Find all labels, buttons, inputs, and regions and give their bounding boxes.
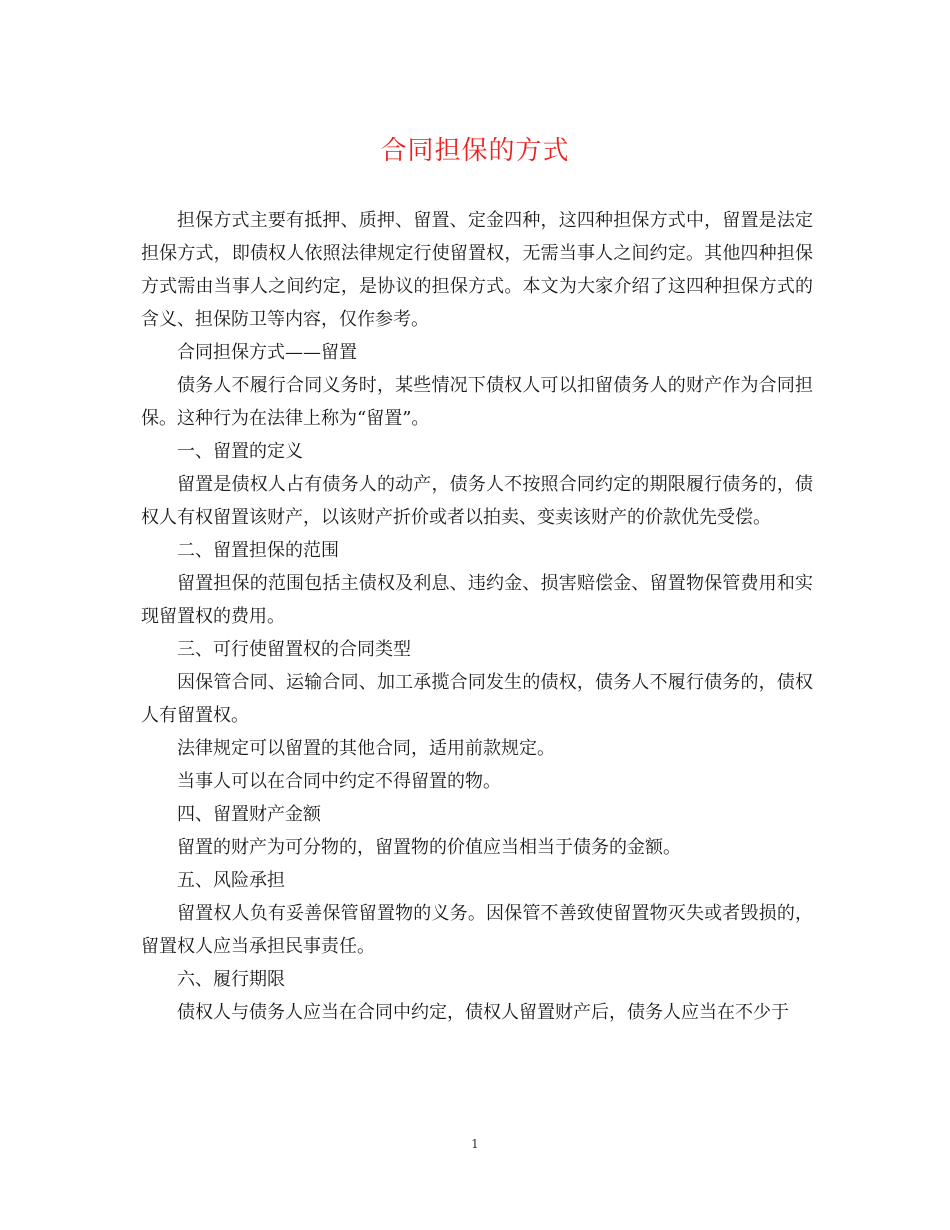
paragraph: 债权人与债务人应当在合同中约定，债权人留置财产后，债务人应当在不少于 bbox=[177, 1002, 789, 1023]
section-heading: 四、留置财产金额 bbox=[177, 804, 321, 825]
document-body bbox=[141, 204, 813, 1029]
section-heading-lien: 合同担保方式——留置 bbox=[177, 342, 357, 363]
paragraph: 留置的财产为可分物的，留置物的价值应当相当于债务的金额。 bbox=[177, 837, 681, 858]
paragraph: 法律规定可以留置的其他合同，适用前款规定。 bbox=[177, 738, 555, 759]
paragraph: 债务人不履行合同义务时，某些情况下债权人可以扣留债务人的财产作为合同担保。这种行为在法律上称为“留置”。 bbox=[141, 375, 813, 429]
section-heading: 六、履行期限 bbox=[177, 969, 285, 990]
document-title: 合同担保的方式 bbox=[380, 136, 570, 166]
paragraph: 留置权人负有妥善保管留置物的义务。因保管不善致使留置物灭失或者毁损的，留置权人应当承担民事责任。 bbox=[141, 903, 813, 957]
section-heading: 三、可行使留置权的合同类型 bbox=[177, 639, 411, 660]
paragraph: 因保管合同、运输合同、加工承揽合同发生的债权，债务人不履行债务的，债权人有留置权。 bbox=[141, 672, 813, 726]
section-heading: 五、风险承担 bbox=[177, 870, 285, 891]
paragraph: 留置担保的范围包括主债权及利息、违约金、损害赔偿金、留置物保管费用和实现留置权的费用。 bbox=[141, 573, 813, 627]
page-number: 1 bbox=[471, 1137, 479, 1151]
section-heading: 一、留置的定义 bbox=[177, 441, 303, 462]
section-heading: 二、留置担保的范围 bbox=[177, 540, 339, 561]
paragraph: 当事人可以在合同中约定不得留置的物。 bbox=[177, 771, 501, 792]
paragraph: 留置是债权人占有债务人的动产，债务人不按照合同约定的期限履行债务的，债权人有权留置该财产，以该财产折价或者以拍卖、变卖该财产的价款优先受偿。 bbox=[141, 474, 813, 528]
paragraph-intro: 担保方式主要有抵押、质押、留置、定金四种，这四种担保方式中，留置是法定担保方式，即债权人依照法律规定行使留置权，无需当事人之间约定。其他四种担保方式需由当事人之间约定，是协议的担保方式。本文为大家介绍了这四种担保方式的含义、担保防卫等内容，仅作参考。 bbox=[141, 210, 813, 330]
